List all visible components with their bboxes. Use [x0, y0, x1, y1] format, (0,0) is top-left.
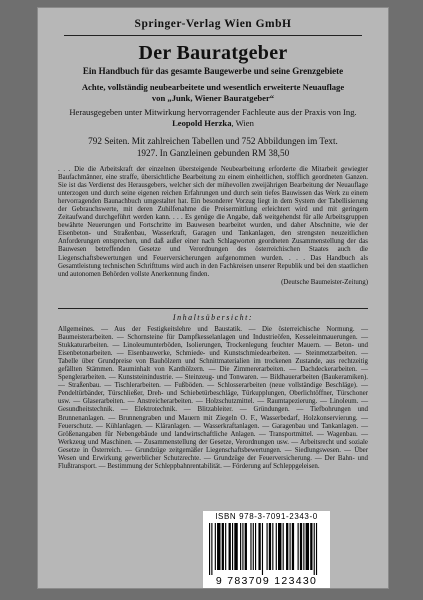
barcode-bar [253, 523, 254, 570]
barcode-bar [276, 523, 277, 570]
barcode-bar [232, 523, 233, 570]
editor-prefix: Herausgegeben unter Mitwirkung hervorragender Fachleute aus der Praxis von Ing. [69, 107, 357, 117]
book-title: Der Bauratgeber [138, 42, 288, 64]
editor-city: , Wien [231, 118, 254, 128]
review-quote [58, 166, 368, 287]
barcode-bar [215, 523, 216, 570]
publisher-name: Springer-Verlag Wien GmbH [134, 18, 292, 30]
isbn-barcode-label [203, 511, 330, 588]
barcode-bar [225, 523, 226, 570]
isbn-number: ISBN 978-3-7091-2343-0 [215, 512, 318, 521]
ean-digits: 9 783709 123430 [215, 575, 318, 587]
barcode-bar [298, 523, 299, 570]
review-source: (Deutsche Baumeister-Zeitung) [281, 278, 368, 286]
barcode-bar [272, 523, 273, 570]
edition-note: Achte, vollständig neubearbeitete und wesentlich erweiterte Neuauflage von „Junk, Wiener Bauratgeber“ [81, 82, 345, 103]
top-divider [64, 35, 362, 36]
editor-name: Leopold Herzka [172, 118, 232, 128]
contents-list: Allgemeines. — Aus der Festigkeitslehre und Baustatik. — Die österreichische Normung. — Baumeisterarbeiten. — Schornsteine für Dampfkesselanlagen und Industrieöfen, Kesseleinmauerungen. — Stukkaturarbeiten. — Linoleumunterböden, Isolierungen, Trockenlegung feuchter Mauern. — Beton- und Eisenbetonarbeiten. — Eisenbauwerke, Schmiede- und Kunstschmiedearbeiten. — Steinmetzarbeiten. — Tabelle über Grundpreise von Bauhölzern und Schnittmaterialien im trockenen Zustande, aus rechtzeitig gefällten Stämmen. Rauminhalt von Kanthölzern. — Die Zimmererarbeiten. — Dachdeckerarbeiten. — Spenglerarbeiten. — Kunststeinindustrie. — Steinzeug- und Tonwaren. — Bildhauerarbeiten (Baukeramiken). — Straßenbau. — Tischlerarbeiten. — Fußböden. — Schlosserarbeiten (neue vollständige Beschläge). — Pendeltürbänder, Türschließer, Dreh- und Schiebetürbeschläge, Türkupplungen, Oberlichtöffner, Türschoner usw. — Glaserarbeiten. — Anstreicherarbeiten. — Holzschutzmittel. — Raumtapezierung. — Linoleum. — Gesundheitstechnik. — Elektrotechnik. — Blitzableiter. — Gründungen. — Tiefbohrungen und Brunnenanlagen. — Brunnengraben und Mauern mit Ziegeln O. F., Wasserbedarf, Holzkonservierung. — Feuerschutz. — Kühlanlagen. — Kläranlagen. — Wasserkraftanlagen. — Garagenbau und Tankanlagen. — Größenangaben für Nebengebäude und landwirtschaftliche Anlagen. — Transportmittel. — Wagenbau. — Werkzeug und Maschinen. — Zusammenstellung der Gesetze, Verordnungen usw. — Arbeitsrecht und soziale Gesetze in Österreich. — Grundzüge zeitgemäßer Liegenschaftsbewertungen. — Siedlungswesen. — Über Wesen und Erwirkung gewerblicher Schutzrechte. — Grundzüge der Feuerversicherung. — Der Bahn- und Flußtransport. — Bestimmung der Schleppbahnrentabilität. — Förderung auf Schleppgeleisen. [58, 326, 368, 470]
barcode-bar [209, 523, 210, 575]
barcode-bar [217, 523, 220, 570]
barcode-bar [255, 523, 256, 570]
book-subtitle: Ein Handbuch für das gesamte Baugewerbe und seine Grenzgebiete [82, 66, 344, 76]
barcode-bar [240, 523, 241, 570]
specs-pages: 792 Seiten. Mit zahlreichen Tabellen und 752 Abbildungen im Text. [88, 136, 338, 146]
contents-heading: Inhaltsübersicht: [172, 313, 254, 322]
barcode-bar [286, 523, 288, 570]
barcode-bar [314, 523, 315, 575]
editor-credit [58, 107, 368, 129]
barcode-bar [290, 523, 291, 570]
barcode-bar [234, 523, 237, 570]
barcode-bar [222, 523, 224, 570]
barcode-bar [211, 523, 212, 575]
review-text: . . . Die die Arbeitskraft der einzelnen übersteigende Neubearbeitung erforderte die Mitarbeit gewiegter Baufachmänner, eine straffe, übersichtliche Bearbeitung zu einem einheitlichen, stofflich geordneten Ganzen. Sie ist das Verdienst des Herausgebers, welcher sich der mühevollen zweijährigen Bearbeitung der Neuauflage unterzogen und durch seine eigenen reichen Erfahrungen und durch sein tiefes Bauwissen das Werk zu einem hervorragenden Baunachbuch umgestaltet hat. Ein besonderer Vorzug liegt in dem System der Tabellisierung der Gebrauchswerte, mit deren Zuhilfenahme die Preisermittlung erleichtert wird und mit geringem Zeitaufwand durchgeführt werden kann. . . . Es genüge die Angabe, daß weitgehendst für alle Arbeitsgruppen bewährte Neuerungen und Fortschritte im Bauwesen bearbeitet wurden, und daher Abschnitte, wie der Eisenbeton- und Straßenbau, Wasserkraft, Garagen und Tankanlagen, den strengsten neuzeitlichen Anforderungen entsprechen, und daß außer einer nach Schlagworten geordneten Zusammenstellung der das Bauwesen betreffenden Gesetze und Verordnungen des österreichischen Staates auch die Liegenschaftsbewertungen und Feuerversicherungen aufgenommen wurden. . . . Das Handbuch als Gesamtleistung technischen Schrifttums wird auch in den Fachkreisen unserer Republik und bei den staatlichen und autonomen Behörden vollste Anerkennung finden. [58, 166, 368, 278]
barcode-bar [292, 523, 294, 570]
barcode-bar [316, 523, 317, 575]
barcode-bar [242, 523, 243, 570]
barcode-image [209, 523, 324, 575]
barcode-bar [250, 523, 251, 570]
barcode-bar [300, 523, 302, 570]
barcode-bar [269, 523, 271, 570]
barcode-bar [303, 523, 304, 570]
barcode-bar [245, 523, 247, 570]
middle-divider [58, 308, 368, 309]
cover-sheet [38, 8, 388, 588]
specs-price: 1927. In Ganzleinen gebunden RM 38,50 [136, 148, 290, 158]
barcode-bar [258, 523, 260, 570]
barcode-bar [283, 523, 284, 570]
barcode-bar [278, 523, 281, 570]
barcode-bar [267, 523, 268, 570]
barcode-bar [229, 523, 231, 570]
barcode-bar [262, 523, 263, 575]
barcode-bar [306, 523, 309, 570]
barcode-bar [310, 523, 312, 570]
book-specs [58, 135, 368, 159]
